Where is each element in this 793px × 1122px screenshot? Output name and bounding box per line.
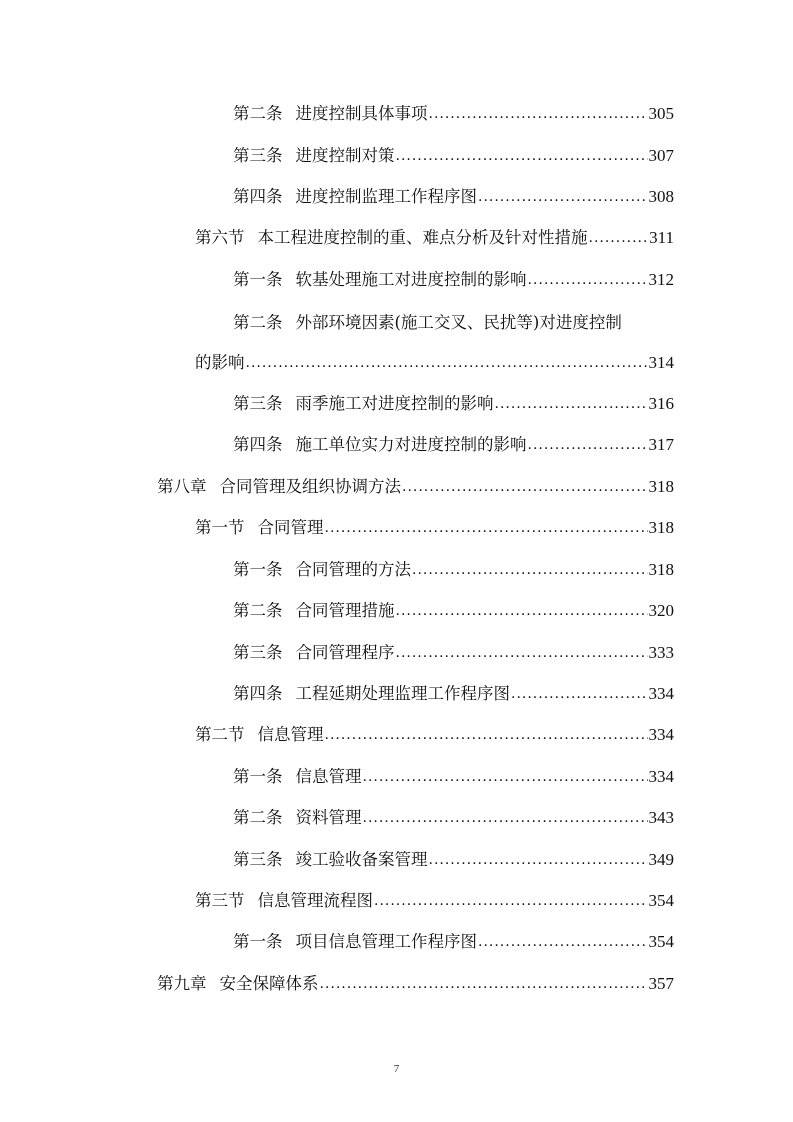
toc-entry-title: 软基处理施工对进度控制的影响	[295, 270, 527, 289]
dot-leader	[320, 977, 648, 991]
toc-entry-page: 318	[648, 560, 674, 579]
dot-leader	[528, 438, 648, 452]
dot-leader	[396, 646, 648, 660]
toc-entry[interactable]	[233, 674, 674, 704]
toc-entry-label: 第四条	[233, 435, 283, 454]
toc-entry-label: 第三条	[233, 850, 283, 869]
toc-entry-page: 333	[648, 643, 674, 662]
toc-entry-page: 311	[649, 228, 674, 247]
toc-entry-title: 合同管理的方法	[295, 560, 411, 579]
toc-entry-page: 305	[648, 104, 674, 123]
toc-entry-title: 安全保障体系	[219, 974, 319, 993]
toc-entry-label: 第二条	[233, 601, 283, 620]
toc-entry-label: 第九章	[157, 974, 207, 993]
toc-entry-title: 信息管理	[257, 725, 324, 744]
toc-entry-title: 进度控制具体事项	[295, 104, 428, 123]
toc-entry-page: 334	[648, 684, 674, 703]
toc-entry-label: 第一节	[195, 518, 245, 537]
toc-entry-title: 竣工验收备案管理	[295, 850, 428, 869]
dot-leader	[412, 563, 648, 577]
toc-entry[interactable]	[195, 508, 674, 538]
toc-entry-page: 354	[648, 932, 674, 951]
toc-entry-label: 第四条	[233, 187, 283, 206]
dot-leader	[402, 480, 648, 494]
toc-entry-label: 第一条	[233, 767, 283, 786]
toc-entry-title: 施工单位实力对进度控制的影响	[295, 435, 527, 454]
dot-leader	[478, 190, 648, 204]
toc-entry-continuation[interactable]	[195, 343, 674, 373]
toc-entry-title: 本工程进度控制的重、难点分析及针对性措施	[257, 228, 588, 247]
toc-entry-title: 合同管理及组织协调方法	[219, 477, 401, 496]
dot-leader	[429, 107, 648, 121]
toc-entry-page: 312	[648, 270, 674, 289]
toc-entry[interactable]	[233, 136, 674, 166]
dot-leader	[363, 770, 648, 784]
toc-entry-title: 合同管理	[257, 518, 324, 537]
toc-entry[interactable]	[233, 840, 674, 870]
page-number: 7	[393, 1063, 400, 1075]
toc-entry-page: 343	[648, 808, 674, 827]
toc-entry-label: 第二条	[233, 313, 283, 332]
toc-entry-label: 第一条	[233, 932, 283, 951]
dot-leader	[495, 397, 648, 411]
toc-entry-page: 314	[648, 353, 674, 372]
toc-entry-page: 334	[648, 725, 674, 744]
toc-entry[interactable]	[195, 715, 674, 745]
toc-entry-label: 第三节	[195, 891, 245, 910]
toc-entry[interactable]	[233, 922, 674, 952]
toc-entry-label: 第八章	[157, 477, 207, 496]
toc-entry-title: 项目信息管理工作程序图	[295, 932, 477, 951]
toc-entry[interactable]	[233, 384, 674, 414]
toc-entry-label: 第三条	[233, 643, 283, 662]
dot-leader	[429, 853, 648, 867]
toc-entry-title: 外部环境因素(施工交叉、民扰等)对进度控制	[295, 313, 622, 332]
toc-entry-page: 317	[648, 435, 674, 454]
toc-entry-page: 320	[648, 601, 674, 620]
toc-entry-page: 316	[648, 394, 674, 413]
toc-entry-page: 334	[648, 767, 674, 786]
toc-entry[interactable]	[233, 177, 674, 207]
toc-entry-title: 信息管理	[295, 767, 362, 786]
toc-entry[interactable]	[195, 218, 674, 248]
toc-entry[interactable]	[157, 964, 674, 994]
toc-entry-title: 信息管理流程图	[257, 891, 373, 910]
toc-entry[interactable]	[233, 550, 674, 580]
toc-entry-label: 第一条	[233, 270, 283, 289]
toc-entry-title: 合同管理程序	[295, 643, 395, 662]
toc-entry-page: 357	[648, 974, 674, 993]
toc-entry-page: 318	[648, 477, 674, 496]
dot-leader	[396, 604, 648, 618]
toc-entry-label: 第二条	[233, 104, 283, 123]
toc-entry[interactable]	[233, 303, 674, 333]
dot-leader	[325, 728, 648, 742]
toc-entry-title: 进度控制对策	[295, 146, 395, 165]
toc-entry[interactable]	[233, 757, 674, 787]
toc-entry-label: 第二节	[195, 725, 245, 744]
toc-entry-title: 合同管理措施	[295, 601, 395, 620]
toc-entry[interactable]	[233, 425, 674, 455]
toc-entry-title: 雨季施工对进度控制的影响	[295, 394, 494, 413]
toc-entry[interactable]	[195, 881, 674, 911]
toc-entry-page: 308	[648, 187, 674, 206]
toc-entry-label: 第四条	[233, 684, 283, 703]
dot-leader	[363, 811, 648, 825]
toc-entry[interactable]	[157, 467, 674, 497]
toc-entry[interactable]	[233, 591, 674, 621]
toc-entry-label: 第三条	[233, 146, 283, 165]
toc-entry-label: 第一条	[233, 560, 283, 579]
toc-entry-label: 第二条	[233, 808, 283, 827]
toc-entry[interactable]	[233, 633, 674, 663]
toc-entry-title: 资料管理	[295, 808, 362, 827]
dot-leader	[528, 273, 648, 287]
dot-leader	[325, 521, 648, 535]
toc-entry[interactable]	[233, 94, 674, 124]
toc-entry-label: 第六节	[195, 228, 245, 247]
dot-leader	[511, 687, 648, 701]
toc-entry-title: 工程延期处理监理工作程序图	[295, 684, 510, 703]
dot-leader	[478, 935, 648, 949]
toc-entry-page: 349	[648, 850, 674, 869]
toc-entry-page: 307	[648, 146, 674, 165]
dot-leader	[374, 894, 648, 908]
dot-leader	[396, 149, 648, 163]
toc-entry-label: 第三条	[233, 394, 283, 413]
toc-entry-page: 354	[648, 891, 674, 910]
dot-leader	[246, 356, 648, 370]
toc-entry-title: 的影响	[195, 353, 245, 372]
toc-entry[interactable]	[233, 260, 674, 290]
toc-entry[interactable]	[233, 798, 674, 828]
toc-entry-page: 318	[648, 518, 674, 537]
dot-leader	[589, 231, 649, 245]
toc-entry-title: 进度控制监理工作程序图	[295, 187, 477, 206]
